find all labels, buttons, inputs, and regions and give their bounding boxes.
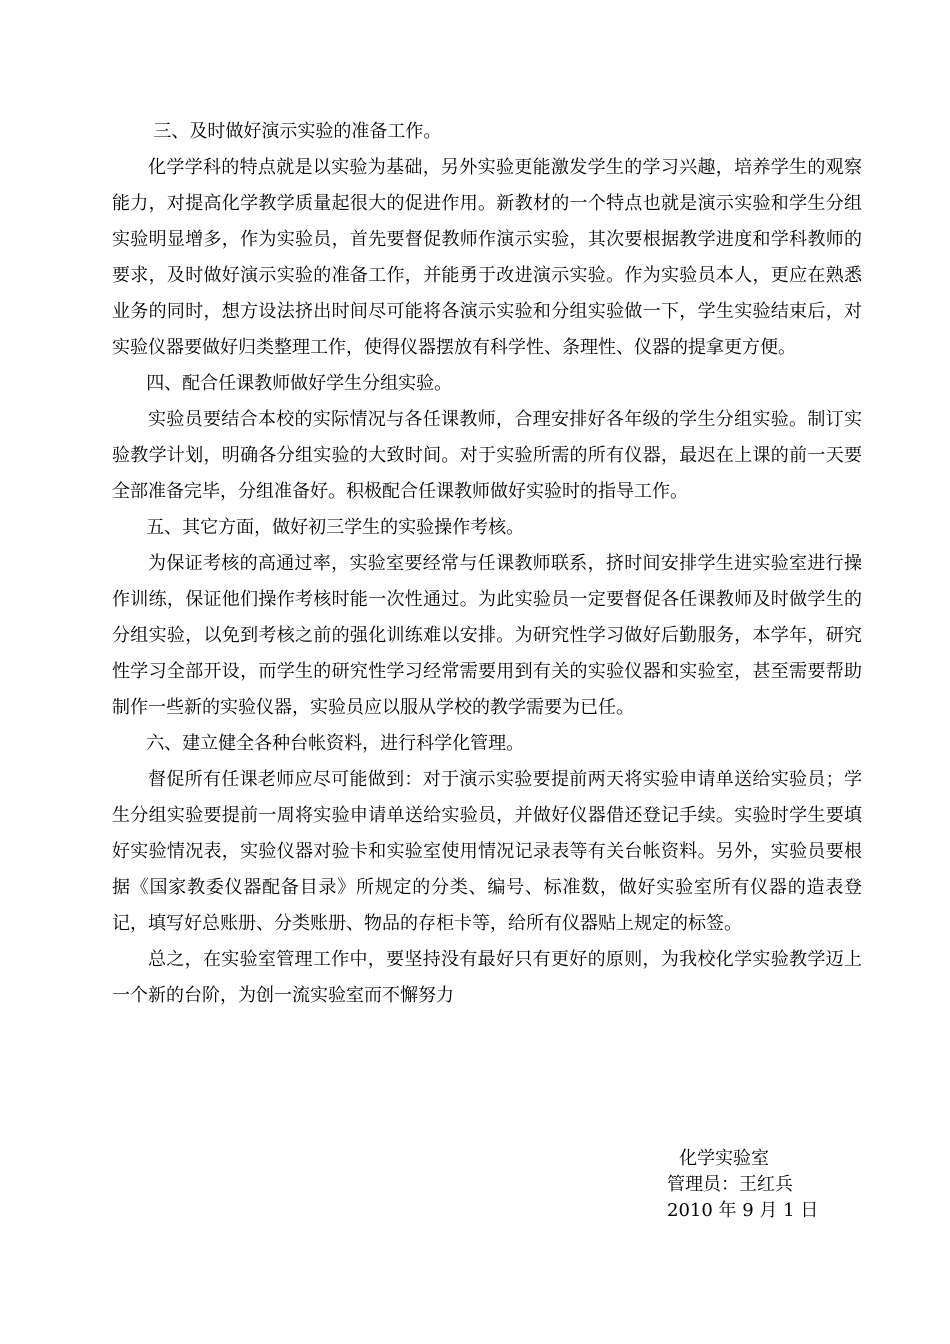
- body-paragraph: 实验员要结合本校的实际情况与各任课教师，合理安排好各年级的学生分组实验。制订实验教学计划，明确各分组实验的大致时间。对于实验所需的所有仪器，最迟在上课的前一天要全部准备完毕，分组准备好。积极配合任课教师做好实验时的指导工作。: [112, 409, 862, 502]
- signature-date: 2010 年 9 月 1 日: [667, 1200, 819, 1221]
- signature-block: [667, 1146, 857, 1224]
- document-body: [112, 114, 862, 1014]
- section-heading-3: 三、及时做好演示实验的准备工作。: [153, 121, 442, 142]
- body-paragraph: 督促所有任课老师应尽可能做到：对于演示实验要提前两天将实验申请单送给实验员；学生分组实验要提前一周将实验申请单送给实验员，并做好仪器借还登记手续。实验时学生要填好实验情况表，实验仪器对验卡和实验室使用情况记录表等有关台帐资料。另外，实验员要根据《国家教委仪器配备目录》所规定的分类、编号、标准数，做好实验室所有仪器的造表登记，填写好总账册、分类账册、物品的存柜卡等，给所有仪器贴上规定的标签。: [112, 769, 862, 934]
- section-heading-6: 六、建立健全各种台帐资料，进行科学化管理。: [146, 733, 525, 754]
- signature-manager: 管理员：王红兵: [667, 1174, 793, 1195]
- section-heading-4: 四、配合任课教师做好学生分组实验。: [146, 373, 453, 394]
- conclusion-paragraph: 总之，在实验室管理工作中，要坚持没有最好只有更好的原则，为我校化学实验教学迈上一个新的台阶，为创一流实验室而不懈努力: [112, 949, 862, 1006]
- body-paragraph: 为保证考核的高通过率，实验室要经常与任课教师联系，挤时间安排学生进实验室进行操作训练，保证他们操作考核时能一次性通过。为此实验员一定要督促各任课教师及时做学生的分组实验，以免到考核之前的强化训练难以安排。为研究性学习做好后勤服务，本学年，研究性学习全部开设，而学生的研究性学习经常需要用到有关的实验仪器和实验室，甚至需要帮助制作一些新的实验仪器，实验员应以服从学校的教学需要为已任。: [112, 553, 862, 718]
- signature-department: 化学实验室: [679, 1148, 769, 1169]
- section-heading-5: 五、其它方面，做好初三学生的实验操作考核。: [146, 517, 525, 538]
- body-paragraph: 化学学科的特点就是以实验为基础，另外实验更能激发学生的学习兴趣，培养学生的观察能力，对提高化学教学质量起很大的促进作用。新教材的一个特点也就是演示实验和学生分组实验明显增多，作为实验员，首先要督促教师作演示实验，其次要根据教学进度和学科教师的要求，及时做好演示实验的准备工作，并能勇于改进演示实验。作为实验员本人，更应在熟悉业务的同时，想方设法挤出时间尽可能将各演示实验和分组实验做一下，学生实验结束后，对实验仪器要做好归类整理工作，使得仪器摆放有科学性、条理性、仪器的提拿更方便。: [112, 157, 862, 358]
